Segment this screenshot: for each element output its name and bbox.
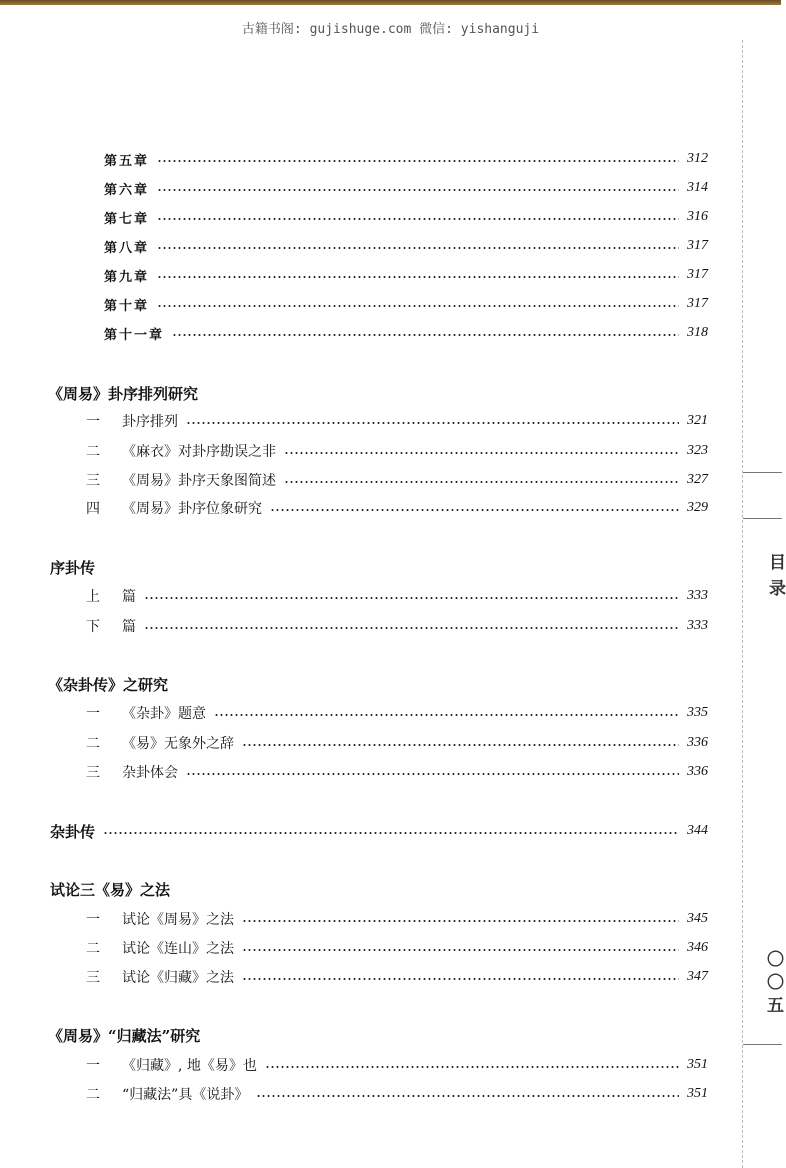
toc-entry-page: 329 <box>687 500 708 515</box>
toc-entry-page: 351 <box>687 1057 708 1072</box>
toc-entry-page: 344 <box>687 823 708 838</box>
toc-entry[interactable] <box>104 323 708 343</box>
toc-entry[interactable] <box>86 967 708 987</box>
toc-entry-page: 314 <box>687 180 708 195</box>
toc-entry-number: 一 <box>86 706 100 722</box>
toc-entry-number: 三 <box>86 473 100 489</box>
watermark: 古籍书阁: gujishuge.com 微信: yishanguji <box>241 22 540 37</box>
strip-glyph: 〇 <box>767 950 784 970</box>
toc-entry-page: 333 <box>687 618 708 633</box>
toc-entry-number: 二 <box>86 444 100 460</box>
toc-entry-page: 323 <box>687 443 708 458</box>
toc-entry-label: 试论《归藏》之法 <box>122 970 234 986</box>
dot-leader <box>284 481 679 483</box>
toc-entry-page: 317 <box>687 267 708 282</box>
toc-entry-label: 《周易》卦序天象图简述 <box>122 473 276 489</box>
toc-entry-page: 317 <box>687 238 708 253</box>
toc-entry[interactable] <box>86 441 708 461</box>
toc-entry[interactable] <box>104 236 708 256</box>
dot-leader <box>214 714 679 716</box>
dot-leader <box>242 978 679 980</box>
toc-entry[interactable] <box>86 1084 708 1104</box>
dot-leader <box>157 305 679 307</box>
dot-leader <box>157 276 679 278</box>
toc-entry-number: 上 <box>86 589 100 605</box>
toc-entry-label: 《易》无象外之辞 <box>122 736 234 752</box>
toc-entry-label: 篇 <box>122 589 136 605</box>
toc-entry-number: 一 <box>86 1058 100 1074</box>
section-heading: 《杂卦传》之研究 <box>48 676 169 694</box>
strip-glyph: 〇 <box>767 973 784 993</box>
toc-entry[interactable] <box>86 938 708 958</box>
toc-entry-number: 一 <box>86 414 100 430</box>
toc-entry[interactable] <box>86 586 708 606</box>
toc-entry[interactable] <box>50 821 708 841</box>
toc-entry[interactable] <box>86 411 708 431</box>
toc-entry-label: 第七章 <box>104 211 150 227</box>
section-heading: 序卦传 <box>50 559 96 577</box>
toc-entry-page: 345 <box>687 911 708 926</box>
dot-leader <box>157 189 679 191</box>
toc-entry-label: 第六章 <box>104 182 150 198</box>
toc-entry-page: 318 <box>687 325 708 340</box>
toc-entry-page: 351 <box>687 1086 708 1101</box>
toc-entry-number: 二 <box>86 736 100 752</box>
toc-entry-page: 347 <box>687 969 708 984</box>
toc-entry[interactable] <box>86 762 708 782</box>
toc-entry-page: 317 <box>687 296 708 311</box>
toc-entry[interactable] <box>104 294 708 314</box>
toc-entry-page: 333 <box>687 588 708 603</box>
strip-rule <box>743 518 782 519</box>
toc-entry[interactable] <box>104 207 708 227</box>
toc-entry-label: 第九章 <box>104 269 150 285</box>
dot-leader <box>284 452 679 454</box>
toc-entry-number: 三 <box>86 765 100 781</box>
dot-leader <box>186 422 679 424</box>
toc-entry-page: 336 <box>687 735 708 750</box>
toc-entry[interactable] <box>86 1055 708 1075</box>
dot-leader <box>172 334 679 336</box>
section-heading: 试论三《易》之法 <box>50 881 171 899</box>
dot-leader <box>144 597 679 599</box>
toc-entry-label: 第十一章 <box>104 327 165 343</box>
toc-entry-label: 试论《周易》之法 <box>122 912 234 928</box>
dot-leader <box>265 1066 679 1068</box>
dot-leader <box>157 218 679 220</box>
toc-entry-page: 335 <box>687 705 708 720</box>
dot-leader <box>186 773 679 775</box>
toc-entry-number: 四 <box>86 501 100 517</box>
strip-glyph: 录 <box>769 579 786 599</box>
toc-entry-page: 327 <box>687 472 708 487</box>
toc-entry-label: 第五章 <box>104 153 150 169</box>
toc-entry-page: 316 <box>687 209 708 224</box>
toc-entry-label: 《归藏》, 地《易》也 <box>122 1058 257 1074</box>
toc-entry-page: 346 <box>687 940 708 955</box>
section-heading: 《周易》卦序排列研究 <box>48 385 199 403</box>
strip-rule <box>743 472 782 473</box>
section-heading: 杂卦传 <box>50 822 96 841</box>
toc-entry-label: 卦序排列 <box>122 414 178 430</box>
section-heading: 《周易》“归藏法”研究 <box>48 1027 201 1045</box>
dot-leader <box>157 247 679 249</box>
strip-rule <box>743 1044 782 1045</box>
toc-entry-label: “归藏法”具《说卦》 <box>122 1087 249 1103</box>
dot-leader <box>242 920 679 922</box>
toc-entry[interactable] <box>104 265 708 285</box>
dot-leader <box>103 832 679 834</box>
toc-entry-label: 《周易》卦序位象研究 <box>122 501 262 517</box>
adjacent-page-strip <box>742 40 786 1168</box>
toc-entry-page: 336 <box>687 764 708 779</box>
dot-leader <box>157 160 679 162</box>
toc-entry-page: 312 <box>687 151 708 166</box>
toc-entry-number: 二 <box>86 1087 100 1103</box>
dot-leader <box>242 744 679 746</box>
toc-entry-page: 321 <box>687 413 708 428</box>
toc-entry-label: 《麻衣》对卦序勘误之非 <box>122 444 276 460</box>
toc-entry-number: 三 <box>86 970 100 986</box>
toc-entry[interactable] <box>86 909 708 929</box>
toc-entry-label: 第十章 <box>104 298 150 314</box>
toc-entry[interactable] <box>86 498 708 518</box>
toc-entry-number: 一 <box>86 912 100 928</box>
toc-entry-label: 试论《连山》之法 <box>122 941 234 957</box>
toc-entry-label: 第八章 <box>104 240 150 256</box>
toc-entry-label: 篇 <box>122 619 136 635</box>
toc-entry-number: 下 <box>86 619 100 635</box>
toc-entry-label: 杂卦体会 <box>122 765 178 781</box>
dot-leader <box>242 949 679 951</box>
toc-entry[interactable] <box>104 178 708 198</box>
toc-entry-number: 二 <box>86 941 100 957</box>
toc-entry[interactable] <box>86 703 708 723</box>
toc-entry[interactable] <box>104 149 708 169</box>
dot-leader <box>256 1095 679 1097</box>
toc-entry[interactable] <box>86 733 708 753</box>
dot-leader <box>144 627 679 629</box>
strip-glyph: 五 <box>767 996 784 1016</box>
strip-glyph: 目 <box>769 553 786 573</box>
toc-entry-label: 《杂卦》题意 <box>122 706 206 722</box>
toc-entry[interactable] <box>86 616 708 636</box>
dot-leader <box>270 509 679 511</box>
toc-entry[interactable] <box>86 470 708 490</box>
